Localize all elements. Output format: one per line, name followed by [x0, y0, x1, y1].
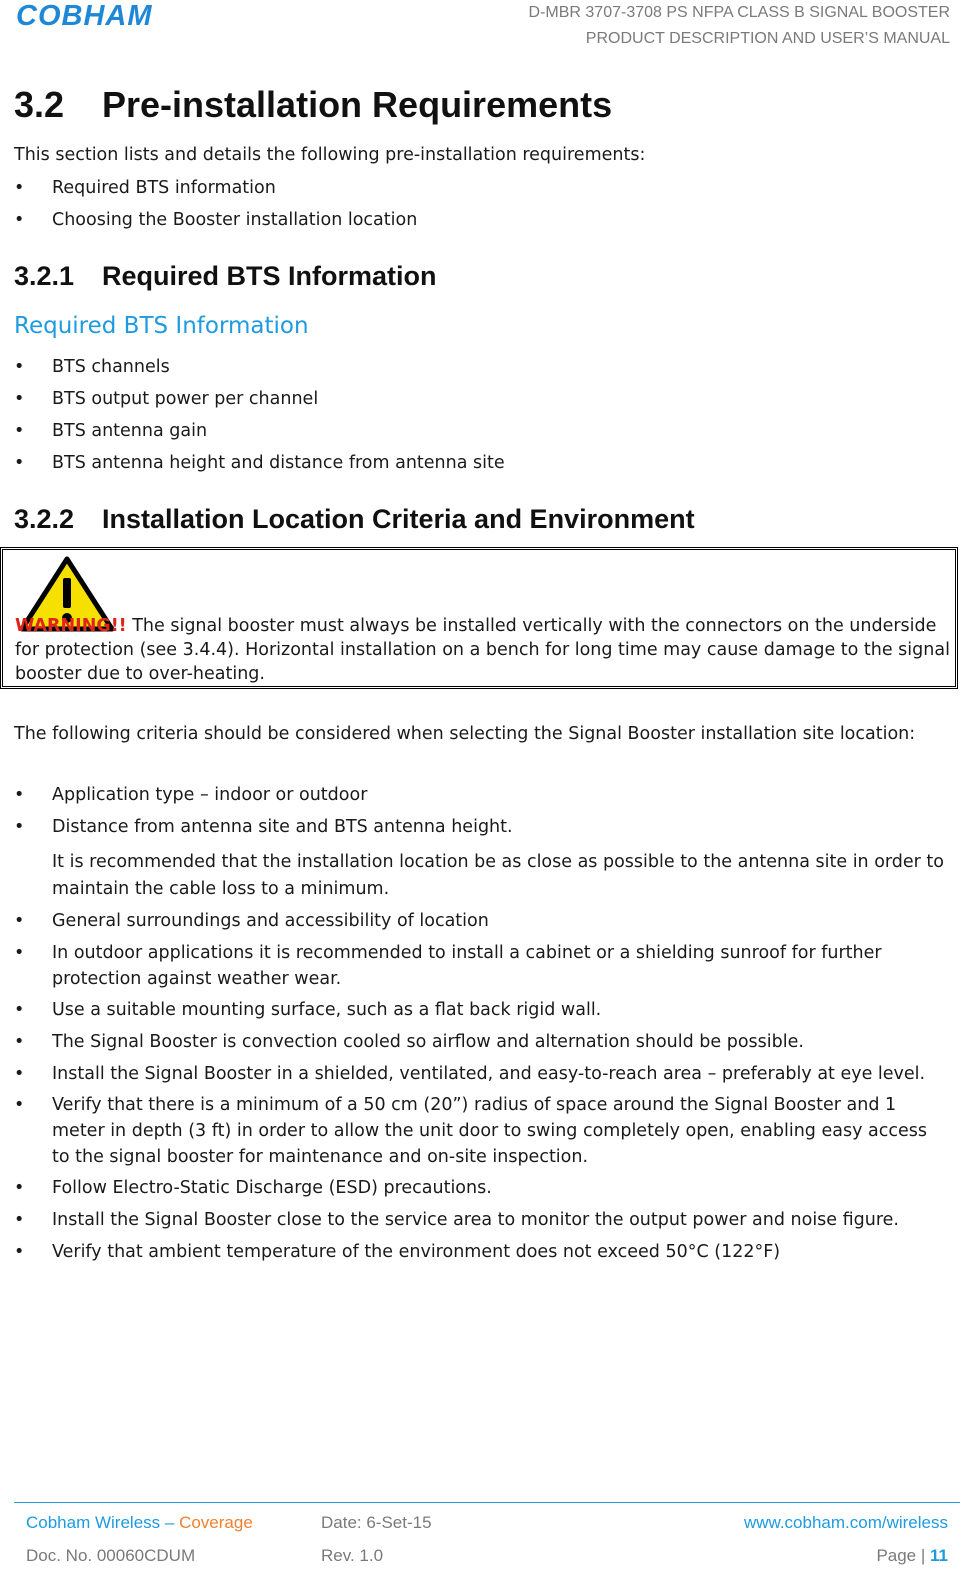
criteria-list	[14, 782, 944, 1266]
warning-text	[15, 614, 950, 686]
bts-info-list	[14, 354, 944, 477]
logo-text: COBHAM	[16, 2, 153, 28]
doc-title-line1: D-MBR 3707-3708 PS NFPA CLASS B SIGNAL BOOSTER	[528, 4, 950, 21]
list-item: • BTS output power per channel	[14, 386, 944, 413]
list-item: • Choosing the Booster installation location	[14, 207, 944, 234]
list-item: • Required BTS information	[14, 175, 944, 202]
warning-label: WARNING!!	[15, 616, 127, 636]
list-item	[14, 814, 944, 903]
document-title	[529, 0, 950, 52]
list-item: • Verify that there is a minimum of a 50 cm (20”) radius of space around the Signal Booster and 1 meter in depth (3 ft) in order to allow the unit door to swing completely open, enabling easy access to the signal booster for maintenance and on-site inspection.	[14, 1092, 944, 1170]
subsection-number: 3.2.2	[14, 504, 75, 534]
list-item: • Verify that ambient temperature of the environment does not exceed 50°C (122°F)	[14, 1239, 944, 1266]
doc-title-line2: PRODUCT DESCRIPTION AND USER’S MANUAL	[585, 30, 950, 47]
footer-revision: Rev. 1.0	[321, 1546, 384, 1565]
section-bullet-list	[14, 175, 944, 234]
footer-page	[876, 1546, 948, 1566]
list-item: • Application type – indoor or outdoor	[14, 782, 944, 809]
section-intro: This section lists and details the following pre-installation requirements:	[14, 145, 646, 165]
footer-company-name: Cobham Wireless –	[26, 1513, 180, 1532]
list-item: • Install the Signal Booster close to the service area to monitor the output power and noise figure.	[14, 1207, 944, 1234]
subsection-title: Installation Location Criteria and Environment	[102, 504, 695, 534]
list-item: • In outdoor applications it is recommended to install a cabinet or a shielding sunroof for further protection against weather wear.	[14, 940, 944, 992]
section-heading	[14, 84, 612, 126]
subsection-title: Required BTS Information	[102, 261, 437, 291]
bts-subheading: Required BTS Information	[14, 313, 309, 339]
warning-box	[0, 547, 958, 689]
criteria-note: It is recommended that the installation location be as close as possible to the antenna site in order to maintain the cable loss to a minimum.	[52, 852, 945, 899]
section-number: 3.2	[14, 84, 65, 125]
footer-divider	[14, 1502, 960, 1503]
list-item: • The Signal Booster is convection cooled so airflow and alternation should be possible.	[14, 1029, 944, 1056]
list-item: • General surroundings and accessibility of location	[14, 908, 944, 935]
list-item: • Use a suitable mounting surface, such as a flat back rigid wall.	[14, 997, 944, 1024]
list-item: • BTS antenna gain	[14, 418, 944, 445]
criteria-item-text: • Distance from antenna site and BTS antenna height.	[52, 817, 513, 837]
cobham-logo	[14, 2, 214, 28]
subsection-number: 3.2.1	[14, 261, 75, 291]
list-item: • BTS channels	[14, 354, 944, 381]
section-title: Pre-installation Requirements	[102, 84, 613, 125]
footer-date: Date: 6-Set-15	[321, 1513, 432, 1532]
warning-message: The signal booster must always be installed vertically with the connectors on the underside for protection (see 3.4.4). Horizontal installation on a bench for long time may cause damage to the signal booster due to over-heating.	[15, 616, 950, 684]
list-item: • BTS antenna height and distance from antenna site	[14, 450, 944, 477]
list-item: • Follow Electro-Static Discharge (ESD) precautions.	[14, 1175, 944, 1202]
footer-doc-number: Doc. No. 00060CDUM	[26, 1546, 196, 1565]
footer-division: Coverage	[179, 1513, 253, 1532]
footer-company	[26, 1513, 253, 1533]
list-item: • Install the Signal Booster in a shielded, ventilated, and easy-to-reach area – preferably at eye level.	[14, 1061, 944, 1087]
criteria-intro: The following criteria should be considered when selecting the Signal Booster installation site location:	[14, 724, 916, 744]
footer-page-number: 11	[930, 1546, 948, 1565]
footer-url-link[interactable]: www.cobham.com/wireless	[743, 1513, 948, 1532]
subsection-heading-bts	[14, 261, 437, 292]
footer-page-label: Page |	[876, 1546, 931, 1565]
subsection-heading-location	[14, 504, 695, 535]
